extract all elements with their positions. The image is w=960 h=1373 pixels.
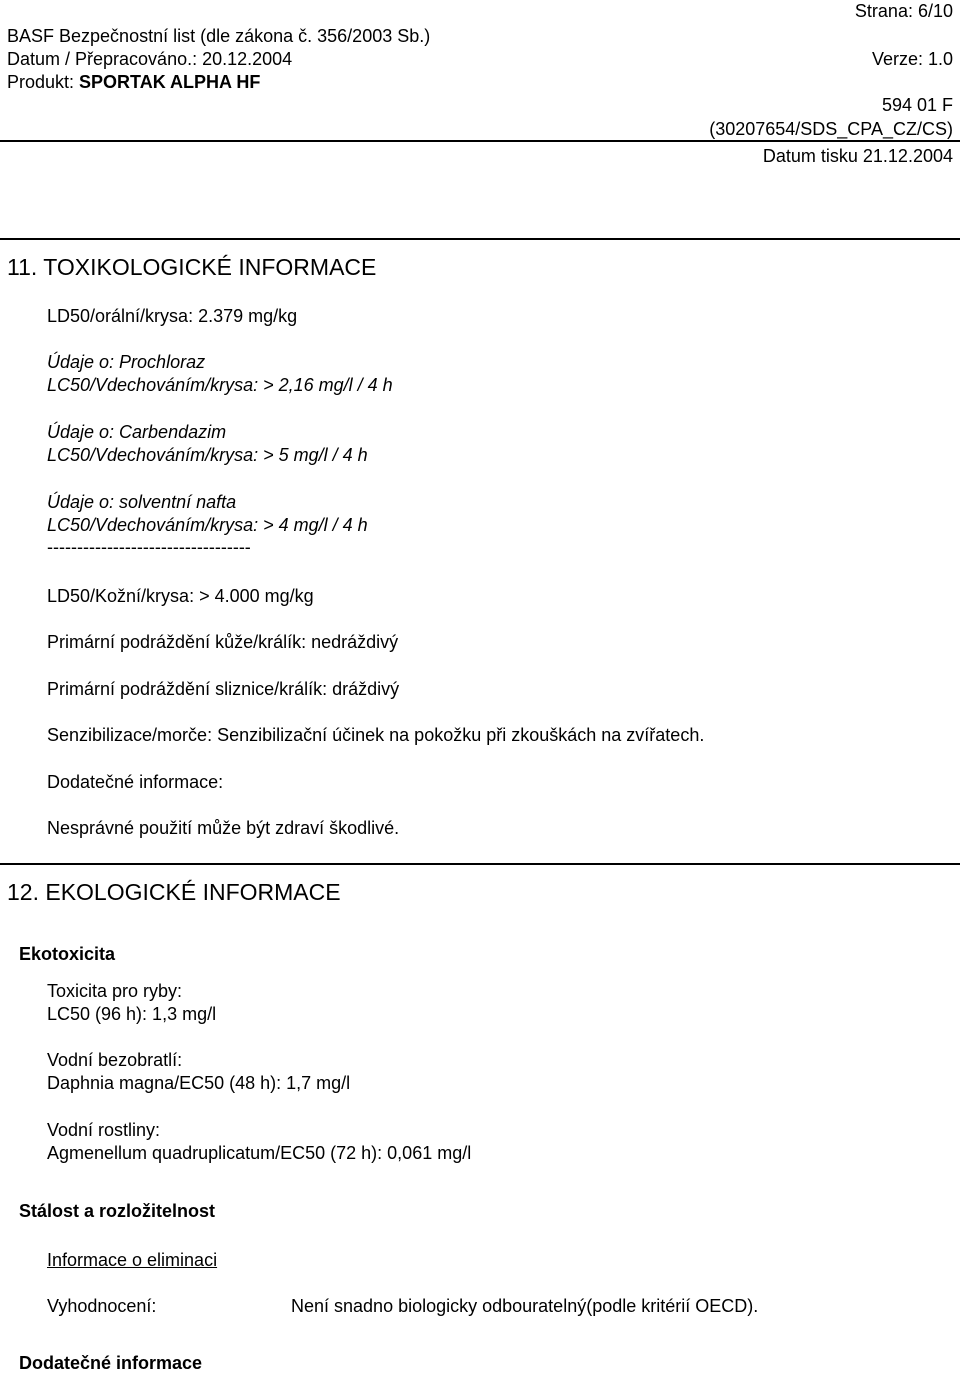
skin-irritation: Primární podráždění kůže/králík: nedráždivý xyxy=(47,632,399,652)
data-prochloraz-label: Údaje o: Prochloraz xyxy=(47,352,206,372)
revision-date: Datum / Přepracováno.: 20.12.2004 xyxy=(7,49,293,69)
mucosa-irritation: Primární podráždění sliznice/králík: dráždivý xyxy=(47,679,400,699)
version: Verze: 1.0 xyxy=(871,49,953,69)
sensitization: Senzibilizace/morče: Senzibilizační účinek na pokožku při zkouškách na zvířatech. xyxy=(47,725,705,745)
header-divider xyxy=(0,140,960,142)
sds-id: (30207654/SDS_CPA_CZ/CS) xyxy=(709,119,953,139)
data-carbendazim-label: Údaje o: Carbendazim xyxy=(47,422,227,442)
persistence-heading: Stálost a rozložitelnost xyxy=(19,1201,216,1221)
aquatic-plants-value: Agmenellum quadruplicatum/EC50 (72 h): 0,061 mg/l xyxy=(47,1143,472,1163)
aquatic-plants-label: Vodní rostliny: xyxy=(47,1120,161,1140)
data-carbendazim-value: LC50/Vdechováním/krysa: > 5 mg/l / 4 h xyxy=(47,445,368,465)
additional-info-label: Dodatečné informace: xyxy=(47,772,224,792)
section-12-rule xyxy=(0,863,960,865)
product-code: 594 01 F xyxy=(881,95,953,115)
data-prochloraz-value: LC50/Vdechováním/krysa: > 2,16 mg/l / 4 h xyxy=(47,375,393,395)
product-line xyxy=(7,73,260,91)
additional-info-heading: Dodatečné informace xyxy=(19,1353,203,1373)
evaluation-label: Vyhodnocení: xyxy=(47,1296,157,1316)
print-date: Datum tisku 21.12.2004 xyxy=(762,146,953,166)
data-naphtha-label: Údaje o: solventní nafta xyxy=(47,492,237,512)
dashed-divider: ---------------------------------- xyxy=(47,537,251,557)
section-11-title: 11. TOXIKOLOGICKÉ INFORMACE xyxy=(7,254,377,280)
product-name: SPORTAK ALPHA HF xyxy=(79,72,261,92)
data-naphtha-value: LC50/Vdechováním/krysa: > 4 mg/l / 4 h xyxy=(47,515,368,535)
ld50-oral: LD50/orální/krysa: 2.379 mg/kg xyxy=(47,306,298,326)
product-label: Produkt: xyxy=(7,72,80,92)
section-11-rule xyxy=(0,238,960,240)
fish-toxicity-label: Toxicita pro ryby: xyxy=(47,981,183,1001)
page-number: Strana: 6/10 xyxy=(854,1,953,21)
invertebrates-label: Vodní bezobratlí: xyxy=(47,1050,183,1070)
ecotoxicity-heading: Ekotoxicita xyxy=(19,944,116,964)
ld50-dermal: LD50/Kožní/krysa: > 4.000 mg/kg xyxy=(47,586,314,606)
fish-toxicity-value: LC50 (96 h): 1,3 mg/l xyxy=(47,1004,217,1024)
document-title: BASF Bezpečnostní list (dle zákona č. 356/2003 Sb.) xyxy=(7,26,431,46)
invertebrates-value: Daphnia magna/EC50 (48 h): 1,7 mg/l xyxy=(47,1073,351,1093)
section-12-title: 12. EKOLOGICKÉ INFORMACE xyxy=(7,879,341,905)
elimination-heading: Informace o eliminaci xyxy=(47,1250,218,1270)
evaluation-value: Není snadno biologicky odbouratelný(podle kritérií OECD). xyxy=(291,1296,759,1316)
additional-info-text: Nesprávné použití může být zdraví škodlivé. xyxy=(47,818,400,838)
